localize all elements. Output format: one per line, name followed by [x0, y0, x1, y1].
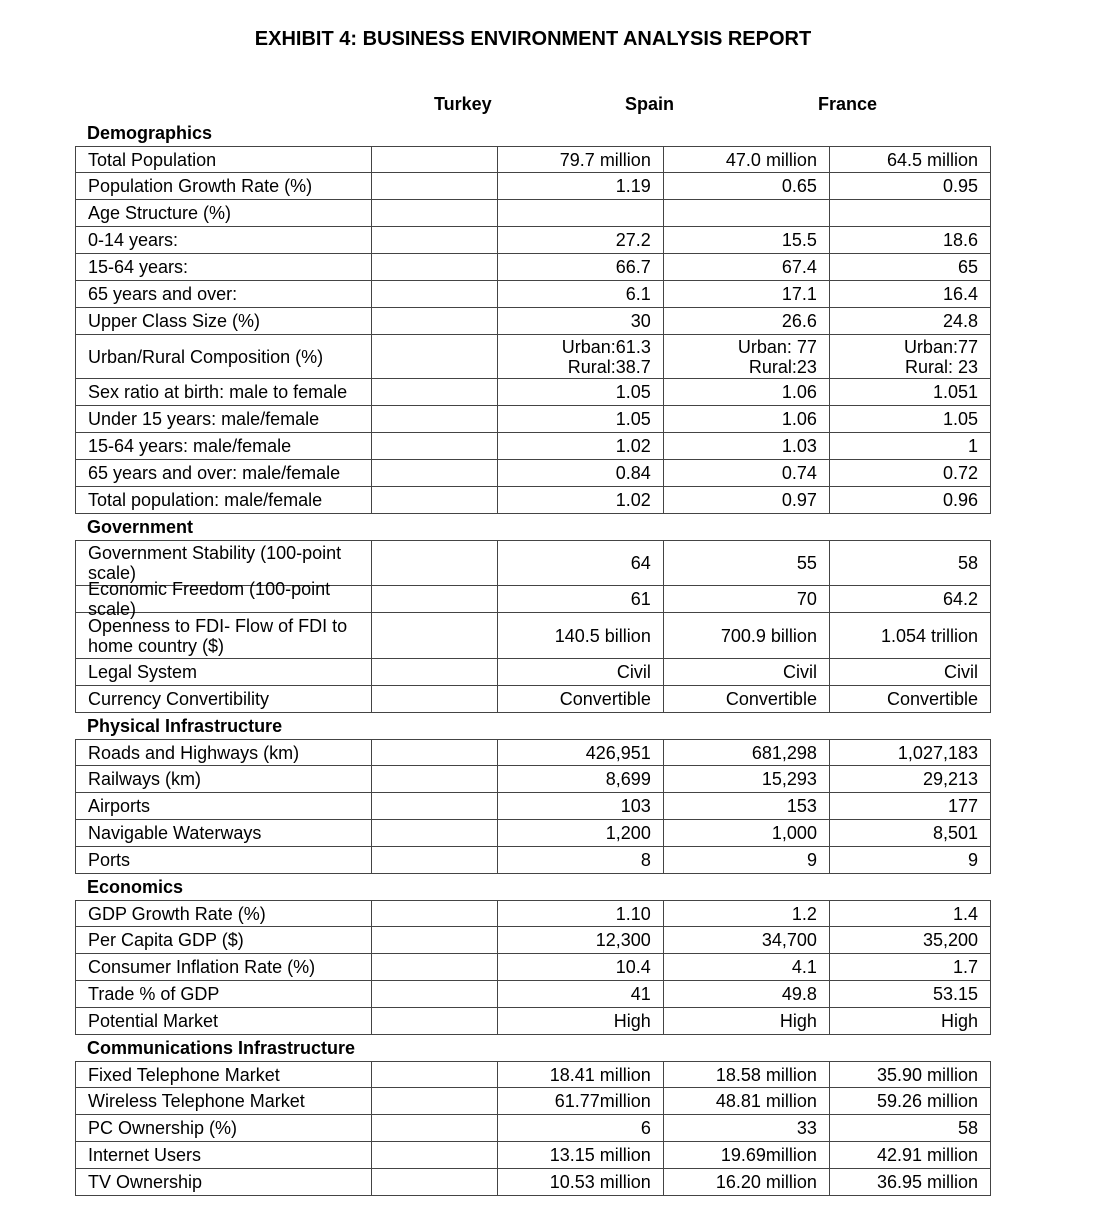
value-cell-france: 58 — [957, 1118, 978, 1138]
table-row — [75, 927, 991, 954]
value-cell-turkey: 8,699 — [498, 766, 664, 792]
value-cell-france: 42.91 million — [876, 1145, 978, 1165]
value-cell-turkey — [498, 200, 664, 226]
spacer-cell — [372, 793, 497, 819]
value-cell-france: 1.051 — [932, 382, 978, 402]
value-cell-spain — [664, 200, 830, 226]
row-label: Under 15 years: male/female — [76, 406, 372, 432]
value-cell-turkey: 1,200 — [498, 820, 664, 846]
row-label: Total Population — [76, 147, 372, 172]
table-row — [75, 1088, 991, 1115]
value-cell-turkey: 1.05 — [498, 406, 664, 432]
spacer-cell — [372, 460, 497, 486]
table-row — [75, 613, 991, 659]
column-header-turkey: Turkey — [434, 94, 492, 114]
value-cell-spain: 700.9 billion — [664, 613, 830, 658]
spacer-cell — [372, 927, 497, 953]
value-cell-spain: 70 — [664, 586, 830, 612]
row-label: Consumer Inflation Rate (%) — [76, 954, 372, 980]
value-cell-spain: 1,000 — [664, 820, 830, 846]
page-title: EXHIBIT 4: BUSINESS ENVIRONMENT ANALYSIS REPORT — [254, 28, 812, 50]
table-row — [75, 460, 991, 487]
table-row — [75, 146, 991, 173]
table-row — [75, 981, 991, 1008]
value-cell-spain: 26.6 — [664, 308, 830, 334]
value-cell-spain: 34,700 — [664, 927, 830, 953]
value-cell-france: 53.15 — [932, 984, 978, 1004]
spacer-cell — [372, 147, 497, 172]
row-label: 65 years and over: male/female — [76, 460, 372, 486]
spacer-cell — [372, 254, 497, 280]
spacer-cell — [372, 1115, 497, 1141]
value-cell-spain: 18.58 million — [664, 1062, 830, 1087]
value-cell-turkey: 13.15 million — [498, 1142, 664, 1168]
value-cell-spain: 681,298 — [664, 740, 830, 765]
row-label: Wireless Telephone Market — [76, 1088, 372, 1114]
spacer-cell — [372, 766, 497, 792]
value-cell-spain: 0.74 — [664, 460, 830, 486]
value-cell-turkey: 64 — [498, 541, 664, 585]
value-cell-france: 1.05 — [942, 409, 978, 429]
value-cell-turkey: 18.41 million — [498, 1062, 664, 1087]
spacer-cell — [372, 981, 497, 1007]
table-row — [75, 254, 991, 281]
value-cell-france: Civil — [944, 662, 978, 682]
row-label: Airports — [76, 793, 372, 819]
table-row — [75, 308, 991, 335]
value-cell-turkey: 103 — [498, 793, 664, 819]
value-cell-spain: 48.81 million — [664, 1088, 830, 1114]
table-row — [75, 173, 991, 200]
spacer-cell — [372, 1142, 497, 1168]
table-row — [75, 579, 991, 619]
table-row — [75, 739, 991, 766]
spacer-cell — [372, 433, 497, 459]
value-cell-spain: 0.65 — [664, 173, 830, 199]
row-label: Age Structure (%) — [76, 200, 372, 226]
value-cell-spain: 1.06 — [664, 406, 830, 432]
table-row — [75, 1169, 991, 1196]
table-row — [75, 900, 991, 927]
value-cell-france: 8,501 — [932, 823, 978, 843]
row-label: Upper Class Size (%) — [76, 308, 372, 334]
value-cell-turkey: 6 — [498, 1115, 664, 1141]
spacer-cell — [372, 379, 497, 405]
section-header-government: Government — [87, 517, 194, 537]
row-label: Population Growth Rate (%) — [76, 173, 372, 199]
value-cell-france: 0.95 — [942, 176, 978, 196]
row-label: Economic Freedom (100-point scale) — [76, 586, 372, 612]
row-label: Sex ratio at birth: male to female — [76, 379, 372, 405]
value-cell-france: 29,213 — [922, 769, 978, 789]
value-cell-turkey: 1.10 — [498, 901, 664, 926]
value-cell-france: 1.7 — [952, 957, 978, 977]
value-cell-spain: Convertible — [664, 686, 830, 712]
section-header-demographics: Demographics — [87, 123, 213, 143]
row-label: Trade % of GDP — [76, 981, 372, 1007]
row-label: Potential Market — [76, 1008, 372, 1034]
value-cell-spain: 1.06 — [664, 379, 830, 405]
spacer-cell — [372, 740, 497, 765]
value-cell-france: 9 — [967, 850, 978, 870]
row-label: Internet Users — [76, 1142, 372, 1168]
value-cell-turkey: High — [498, 1008, 664, 1034]
value-cell-spain: 9 — [664, 847, 830, 873]
value-cell-france: 35.90 million — [876, 1064, 978, 1085]
value-cell-france: 24.8 — [942, 311, 978, 331]
value-cell-spain: 49.8 — [664, 981, 830, 1007]
row-label: 65 years and over: — [76, 281, 372, 307]
table-row — [75, 487, 991, 514]
row-label: GDP Growth Rate (%) — [76, 901, 372, 926]
row-label: TV Ownership — [76, 1169, 372, 1195]
table-row — [75, 1061, 991, 1088]
value-cell-turkey: 0.84 — [498, 460, 664, 486]
value-cell-france: 0.72 — [942, 463, 978, 483]
value-cell-france: High — [940, 1011, 978, 1031]
value-cell-turkey: 1.02 — [498, 487, 664, 513]
table-row — [75, 954, 991, 981]
row-label: Roads and Highways (km) — [76, 740, 372, 765]
spacer-cell — [372, 1088, 497, 1114]
table-row — [75, 1115, 991, 1142]
value-cell-france: 64.5 million — [886, 149, 978, 170]
row-label: Navigable Waterways — [76, 820, 372, 846]
value-cell-spain: 17.1 — [664, 281, 830, 307]
table-row — [75, 406, 991, 433]
value-cell-france: 64.2 — [942, 589, 978, 609]
spacer-cell — [372, 1062, 497, 1087]
table-row — [75, 1142, 991, 1169]
value-cell-spain: 15,293 — [664, 766, 830, 792]
column-header-france: France — [818, 94, 878, 114]
value-cell-turkey: Convertible — [498, 686, 664, 712]
value-cell-turkey: 8 — [498, 847, 664, 873]
row-label: PC Ownership (%) — [76, 1115, 372, 1141]
value-cell-turkey: Urban:61.3 Rural:38.7 — [498, 335, 664, 378]
value-cell-turkey: 61.77million — [498, 1088, 664, 1114]
spacer-cell — [372, 1169, 497, 1195]
value-cell-turkey: 426,951 — [498, 740, 664, 765]
spacer-cell — [372, 541, 497, 585]
value-cell-spain: 1.2 — [664, 901, 830, 926]
value-cell-turkey: 1.05 — [498, 379, 664, 405]
spacer-cell — [372, 1008, 497, 1034]
value-cell-turkey: 10.53 million — [498, 1169, 664, 1195]
value-cell-france — [830, 200, 990, 226]
value-cell-france: 1 — [967, 436, 978, 456]
value-cell-turkey: Civil — [498, 659, 664, 685]
table-row — [75, 433, 991, 460]
row-label: Urban/Rural Composition (%) — [76, 335, 372, 378]
value-cell-turkey: 30 — [498, 308, 664, 334]
spacer-cell — [372, 820, 497, 846]
value-cell-france: Urban:77 Rural: 23 — [903, 336, 978, 377]
spacer-cell — [372, 659, 497, 685]
spacer-cell — [372, 847, 497, 873]
value-cell-turkey: 1.02 — [498, 433, 664, 459]
table-row — [75, 335, 991, 379]
report-table — [75, 120, 991, 1196]
value-cell-turkey: 6.1 — [498, 281, 664, 307]
value-cell-france: 1.054 trillion — [880, 625, 978, 646]
value-cell-france: 16.4 — [942, 284, 978, 304]
spacer-cell — [372, 308, 497, 334]
value-cell-turkey: 61 — [498, 586, 664, 612]
value-cell-spain: 153 — [664, 793, 830, 819]
table-row — [75, 200, 991, 227]
value-cell-spain: 16.20 million — [664, 1169, 830, 1195]
row-label: Total population: male/female — [76, 487, 372, 513]
value-cell-turkey: 27.2 — [498, 227, 664, 253]
table-row — [75, 820, 991, 847]
spacer-cell — [372, 227, 497, 253]
value-cell-france: 1.4 — [952, 903, 978, 924]
column-header-spain: Spain — [625, 94, 675, 114]
section-header-physical-infrastructure: Physical Infrastructure — [87, 716, 283, 736]
spacer-cell — [372, 901, 497, 926]
row-label: Railways (km) — [76, 766, 372, 792]
value-cell-france: 59.26 million — [876, 1091, 978, 1111]
value-cell-france: 35,200 — [922, 930, 978, 950]
value-cell-spain: 67.4 — [664, 254, 830, 280]
section-header-economics: Economics — [87, 877, 184, 897]
spacer-cell — [372, 281, 497, 307]
table-row — [75, 281, 991, 308]
table-row — [75, 227, 991, 254]
row-label: Openness to FDI- Flow of FDI to home country ($) — [76, 613, 372, 658]
value-cell-turkey: 41 — [498, 981, 664, 1007]
table-row — [75, 847, 991, 874]
spacer-cell — [372, 487, 497, 513]
value-cell-france: 1,027,183 — [897, 742, 978, 763]
table-row — [75, 793, 991, 820]
value-cell-france: 18.6 — [942, 230, 978, 250]
spacer-cell — [372, 954, 497, 980]
value-cell-turkey: 10.4 — [498, 954, 664, 980]
table-row — [75, 686, 991, 713]
value-cell-turkey: 12,300 — [498, 927, 664, 953]
value-cell-france: 36.95 million — [876, 1172, 978, 1192]
value-cell-spain: Civil — [664, 659, 830, 685]
spacer-cell — [372, 200, 497, 226]
table-row — [75, 1008, 991, 1035]
row-label: 0-14 years: — [76, 227, 372, 253]
table-row — [75, 766, 991, 793]
row-label: 15-64 years: — [76, 254, 372, 280]
value-cell-spain: 4.1 — [664, 954, 830, 980]
spacer-cell — [372, 613, 497, 658]
value-cell-france: 65 — [957, 257, 978, 277]
row-label: 15-64 years: male/female — [76, 433, 372, 459]
spacer-cell — [372, 173, 497, 199]
row-label: Currency Convertibility — [76, 686, 372, 712]
value-cell-spain: 15.5 — [664, 227, 830, 253]
row-label: Per Capita GDP ($) — [76, 927, 372, 953]
value-cell-spain: 1.03 — [664, 433, 830, 459]
row-label: Legal System — [76, 659, 372, 685]
value-cell-turkey: 1.19 — [498, 173, 664, 199]
row-label: Ports — [76, 847, 372, 873]
value-cell-turkey: 79.7 million — [498, 147, 664, 172]
spacer-cell — [372, 586, 497, 612]
spacer-cell — [372, 406, 497, 432]
spacer-cell — [372, 335, 497, 378]
value-cell-spain: High — [664, 1008, 830, 1034]
value-cell-spain: 19.69million — [664, 1142, 830, 1168]
value-cell-france: Convertible — [886, 689, 978, 709]
value-cell-france: 0.96 — [942, 490, 978, 510]
value-cell-turkey: 140.5 billion — [498, 613, 664, 658]
spacer-cell — [372, 686, 497, 712]
value-cell-turkey: 66.7 — [498, 254, 664, 280]
value-cell-france: 58 — [957, 553, 978, 573]
row-label: Fixed Telephone Market — [76, 1062, 372, 1087]
value-cell-spain: 47.0 million — [664, 147, 830, 172]
row-label: Government Stability (100-point scale) — [76, 541, 372, 585]
value-cell-spain: 0.97 — [664, 487, 830, 513]
value-cell-france: 177 — [947, 796, 978, 816]
table-row — [75, 659, 991, 686]
value-cell-spain: 33 — [664, 1115, 830, 1141]
value-cell-spain: 55 — [664, 541, 830, 585]
value-cell-spain: Urban: 77 Rural:23 — [664, 335, 830, 378]
section-header-communications-infrastructure: Communications Infrastructure — [87, 1038, 356, 1058]
table-row — [75, 379, 991, 406]
